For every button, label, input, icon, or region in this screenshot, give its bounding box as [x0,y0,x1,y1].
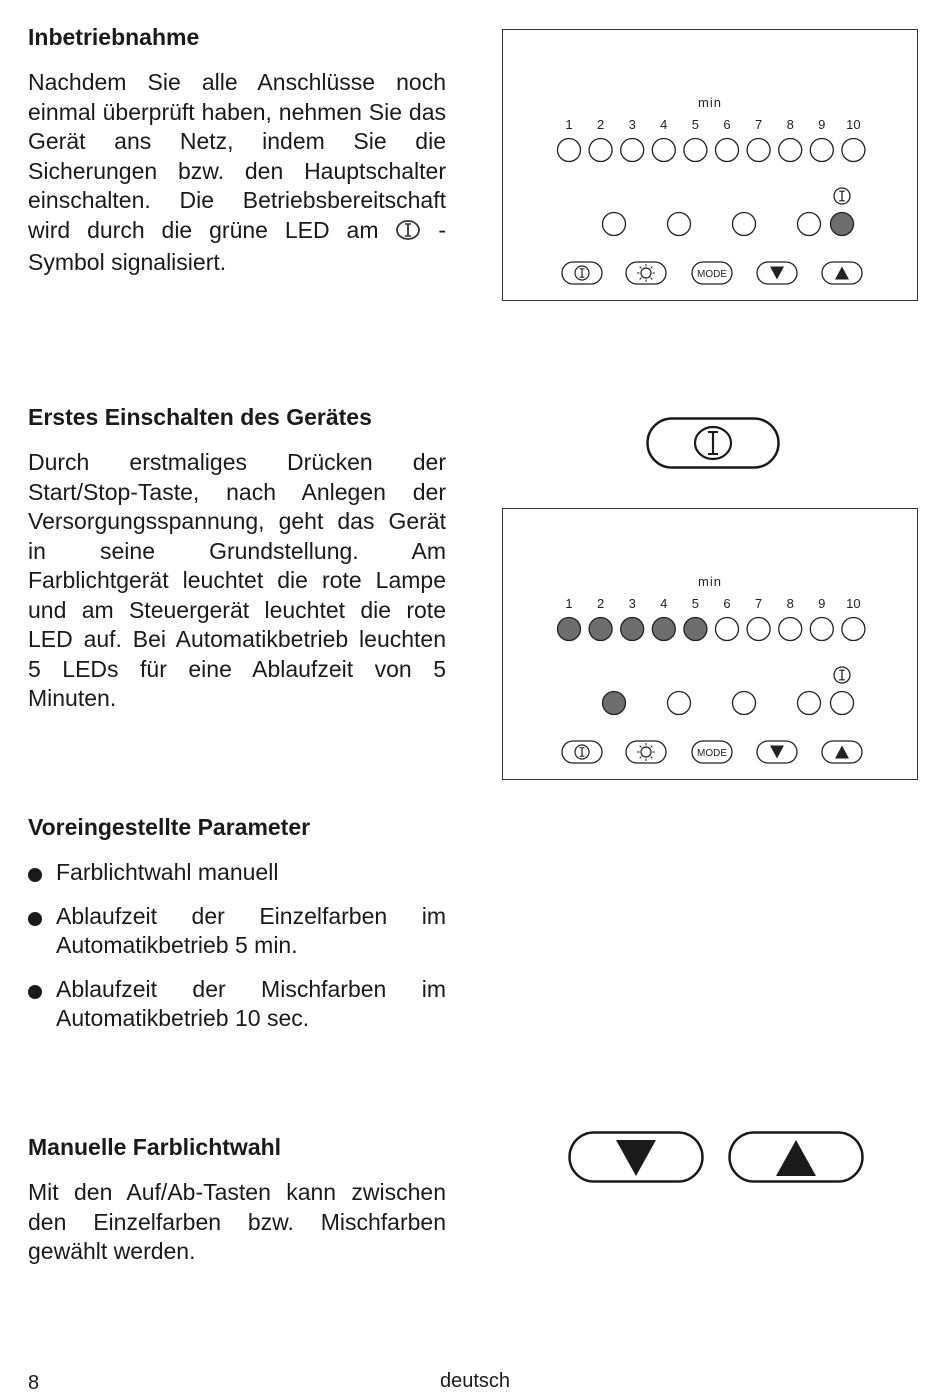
timer-label: 6 [723,117,731,132]
timer-led [558,139,581,162]
section-text-farblichtwahl: Mit den Auf/Ab-Tasten kann zwischen den Einzelfarben bzw. Mischfarben gewählt werden. [28,1179,446,1264]
status-led [798,692,821,715]
text-before-icon: Nachdem Sie alle Anschlüsse noch einmal überprüft haben, nehmen Sie das Gerät ans Netz, indem Sie die Sicherungen bzw. den Hauptschalter einschalten. Die Betriebsbereitschaft wird durch die grüne LED am [28,69,446,243]
timer-led [558,618,581,641]
unit-label: min [698,574,722,589]
section-heading-inbetriebnahme: Inbetriebnahme [28,24,200,50]
start-stop-button[interactable] [646,417,780,476]
down-button[interactable] [757,262,797,284]
timer-label: 3 [628,596,636,611]
mode-label: MODE [697,748,727,759]
timer-label: 9 [818,596,826,611]
list-item: Ablaufzeit der Mischfarben im Automatikbetrieb 10 sec. [28,975,446,1034]
power-icon [395,219,421,249]
status-led [668,213,691,236]
mode-button[interactable] [692,741,732,763]
timer-led [652,618,675,641]
timer-label: 7 [754,596,763,611]
timer-led [652,139,675,162]
down-button[interactable] [568,1131,704,1190]
status-led [668,692,691,715]
text-after-icon: -Symbol signalisiert. [28,216,446,275]
timer-label: 10 [846,117,861,132]
timer-label: 8 [786,117,794,132]
timer-led [842,139,865,162]
section-text-erstes-einschalten: Durch erstmaliges Drücken der Start/Stop-Taste, nach Anlegen der Versorgungsspannung, geht das Gerät in seine Grundstellung. Am Farblichtgerät leuchtet die rote Lampe und am Steuergerät leuchtet die rote LED auf. Bei Automatikbetrieb leuchten 5 LEDs für eine Ablaufzeit von 5 Minuten. [28,449,446,711]
timer-label: 8 [786,596,794,611]
status-led [831,692,854,715]
timer-label: 4 [660,117,668,132]
status-led [733,692,756,715]
panel-diagram [503,30,919,302]
lamp-button[interactable] [626,262,666,284]
timer-led [842,618,865,641]
section-heading-farblichtwahl: Manuelle Farblichtwahl [28,1134,282,1160]
lamp-button[interactable] [626,741,666,763]
timer-led [684,139,707,162]
status-led [603,213,626,236]
timer-label: 5 [691,596,700,611]
power-icon [834,188,850,204]
up-button[interactable] [822,741,862,763]
parameter-list [28,858,446,1048]
mode-label: MODE [697,269,727,280]
timer-led [621,618,644,641]
control-panel-active [502,508,918,780]
section-text-inbetriebnahme [28,68,446,278]
list-item: Ablaufzeit der Einzelfarben im Automatikbetrieb 5 min. [28,902,446,961]
timer-label: 4 [660,596,668,611]
timer-led [589,139,612,162]
timer-led [747,139,770,162]
timer-label: 2 [596,117,605,132]
timer-label: 6 [723,596,731,611]
bullet-icon [28,912,42,926]
timer-label: 5 [691,117,700,132]
timer-label: 3 [628,117,636,132]
timer-led [684,618,707,641]
timer-led [779,618,802,641]
timer-led [810,618,833,641]
list-item: Farblichtwahl manuell [28,858,446,888]
panel-diagram [503,509,919,781]
timer-led [716,139,739,162]
power-button[interactable] [562,741,602,763]
section-heading-erstes-einschalten: Erstes Einschalten des Gerätes [28,404,372,430]
timer-led [589,618,612,641]
up-button[interactable] [822,262,862,284]
status-led [831,213,854,236]
mode-button[interactable] [692,262,732,284]
footer-language: deutsch [440,1370,511,1392]
timer-label: 1 [565,596,573,611]
power-button[interactable] [562,262,602,284]
status-led [798,213,821,236]
timer-label: 1 [565,117,573,132]
timer-led [779,139,802,162]
status-led [733,213,756,236]
timer-label: 9 [818,117,826,132]
timer-led [810,139,833,162]
section-heading-parameter: Voreingestellte Parameter [28,814,311,840]
timer-label: 2 [596,596,605,611]
timer-label: 7 [754,117,763,132]
power-icon [834,667,850,683]
timer-label: 10 [846,596,861,611]
timer-led [716,618,739,641]
bullet-icon [28,985,42,999]
unit-label: min [698,95,722,110]
control-panel-standby [502,29,918,301]
bullet-icon [28,868,42,882]
page-number: 8 [28,1372,40,1394]
down-button[interactable] [757,741,797,763]
status-led [603,692,626,715]
timer-led [747,618,770,641]
timer-led [621,139,644,162]
up-button[interactable] [728,1131,864,1190]
